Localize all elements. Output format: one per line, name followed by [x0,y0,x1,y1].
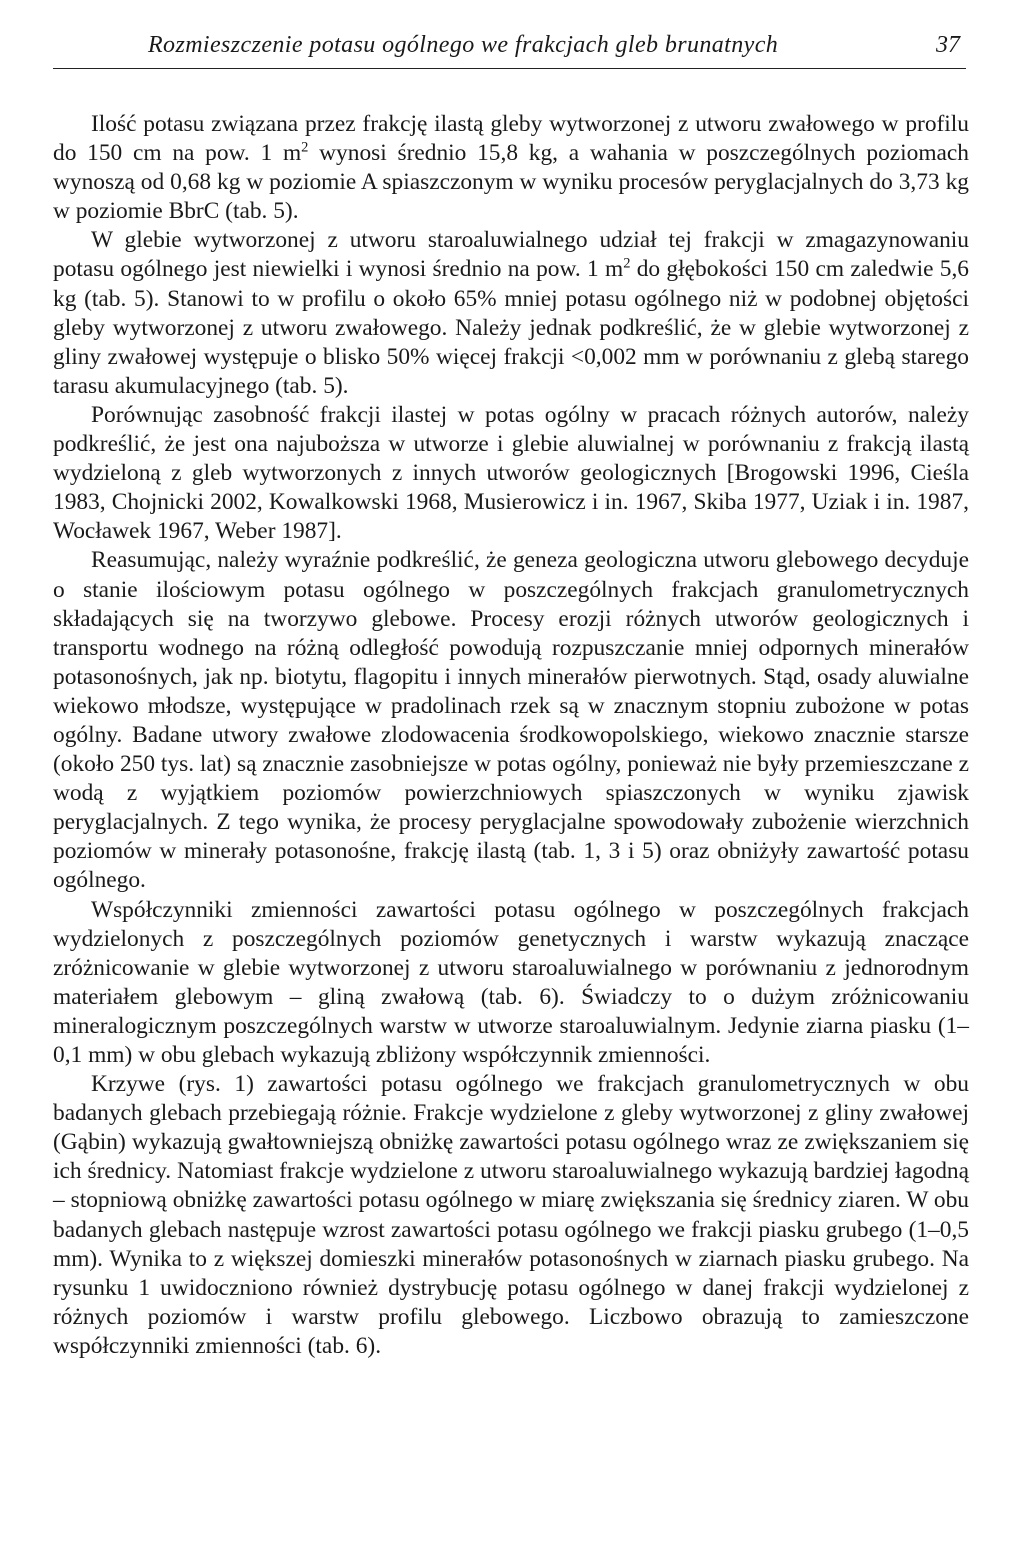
paragraph: Porównując zasobność frakcji ilastej w potas ogólny w pracach różnych autorów, należy podkreślić, że jest ona najuboższa w utworze i glebie aluwialnej w porównaniu z frakcją ilastą wydzieloną z gleb wytworzonych z innych utworów geologicznych [Brogowski 1996, Cieśla 1983, Chojnicki 2002, Kowalkowski 1968, Musierowicz i in. 1967, Skiba 1977, Uziak i in. 1987, Wocławek 1967, Weber 1987]. [53,401,969,545]
paragraph [53,110,969,226]
paragraph: Współczynniki zmienności zawartości potasu ogólnego w poszczególnych frakcjach wydzielonych z poszczególnych poziomów genetycznych i warstw wykazują znaczące zróżnicowanie w glebie wytworzonej z utworu staroaluwialnego w porównaniu z jednorodnym materiałem glebowym – gliną zwałową (tab. 6). Świadczy to o dużym zróżnicowaniu mineralogicznym poszczególnych warstw w utworze staroaluwialnym. Jedynie ziarna piasku (1–0,1 mm) w obu glebach wykazują zbliżony współczynnik zmienności. [53,896,969,1068]
paragraph-text: do głębokości 150 cm zaledwie 5,6 kg (tab. 5). Stanowi to w profilu o około 65% mniej potasu ogólnego niż w podobnej objętości gleby wytworzonej z utworu zwałowego. Należy jednak podkreślić, że w glebie wytworzonej z gliny zwałowej występuje o blisko 50% więcej frakcji <0,002 mm w porównaniu z glebą starego tarasu akumulacyjnego (tab. 5). [53,256,969,399]
paragraph-text: Ilość potasu związana przez frakcję ilastą gleby wytworzonej z utworu zwałowego w profilu do 150 cm na pow. 1 m [53,111,969,167]
paragraph: Krzywe (rys. 1) zawartości potasu ogólnego we frakcjach granulometrycznych w obu badanych glebach przebiegają różnie. Frakcje wydzielone z gleby wytworzonej z gliny zwałowej (Gąbin) wykazują gwałtowniejszą obniżkę zawartości potasu ogólnego wraz ze zwiększaniem się ich średnicy. Natomiast frakcje wydzielone z utworu staroaluwialnego wykazują bardziej łagodną – stopniową obniżkę zawartości potasu ogólnego w miarę zwiększania się średnicy ziaren. W obu badanych glebach następuje wzrost zawartości potasu ogólnego we frakcji piasku grubego (1–0,5 mm). Wynika to z większej domieszki minerałów potasonośnych w ziarnach piasku grubego. Na rysunku 1 uwidoczniono również dystrybucję potasu ogólnego w danej frakcji wydzielonej z różnych poziomów i warstw profilu glebowego. Liczbowo obrazują to zamieszczone współczynniki zmienności (tab. 6). [53,1071,969,1359]
paragraph-text: wynosi średnio 15,8 kg, a wahania w poszczególnych poziomach wynoszą od 0,68 kg w poziomie A spiaszczonym w wyniku procesów peryglacjalnych do 3,73 kg w poziomie BbrC (tab. 5). [53,140,969,225]
superscript: 2 [301,139,309,156]
running-header [53,26,966,69]
running-title: Rozmieszczenie potasu ogólnego we frakcjach gleb brunatnych [148,32,779,58]
superscript: 2 [623,255,631,272]
paragraph [53,226,969,401]
paragraph: Reasumując, należy wyraźnie podkreślić, że geneza geologiczna utworu glebowego decyduje o stanie ilościowym potasu ogólnego w poszczególnych frakcjach granulometrycznych składających się na tworzywo glebowe. Procesy erozji różnych utworów geologicznych i transportu wodnego na różną odległość powodują rozpuszczanie mniej odpornych minerałów potasonośnych, jak np. biotytu, flagopitu i innych minerałów pierwotnych. Stąd, osady aluwialne wiekowo młodsze, występujące w pradolinach rzek są w znacznym stopniu zubożone w potas ogólny. Badane utwory zwałowe zlodowacenia środkowopolskiego, wiekowo znacznie starsze (około 250 tys. lat) są znacznie zasobniejsze w potas ogólny, ponieważ nie były przemieszczane z wodą z wyjątkiem poziomów powierzchniowych spiaszczonych w wyniku zjawisk peryglacjalnych. Z tego wynika, że procesy peryglacjalne spowodowały zubożenie wierzchnich poziomów w minerały potasonośne, frakcję ilastą (tab. 1, 3 i 5) oraz obniżyły zawartość potasu ogólnego. [53,547,969,894]
paragraph-text: W glebie wytworzonej z utworu staroaluwialnego udział tej frakcji w zmagazynowaniu potasu ogólnego jest niewielki i wynosi średnio na pow. 1 m [53,227,969,283]
body-text [53,110,969,1361]
page-number: 37 [936,32,960,58]
